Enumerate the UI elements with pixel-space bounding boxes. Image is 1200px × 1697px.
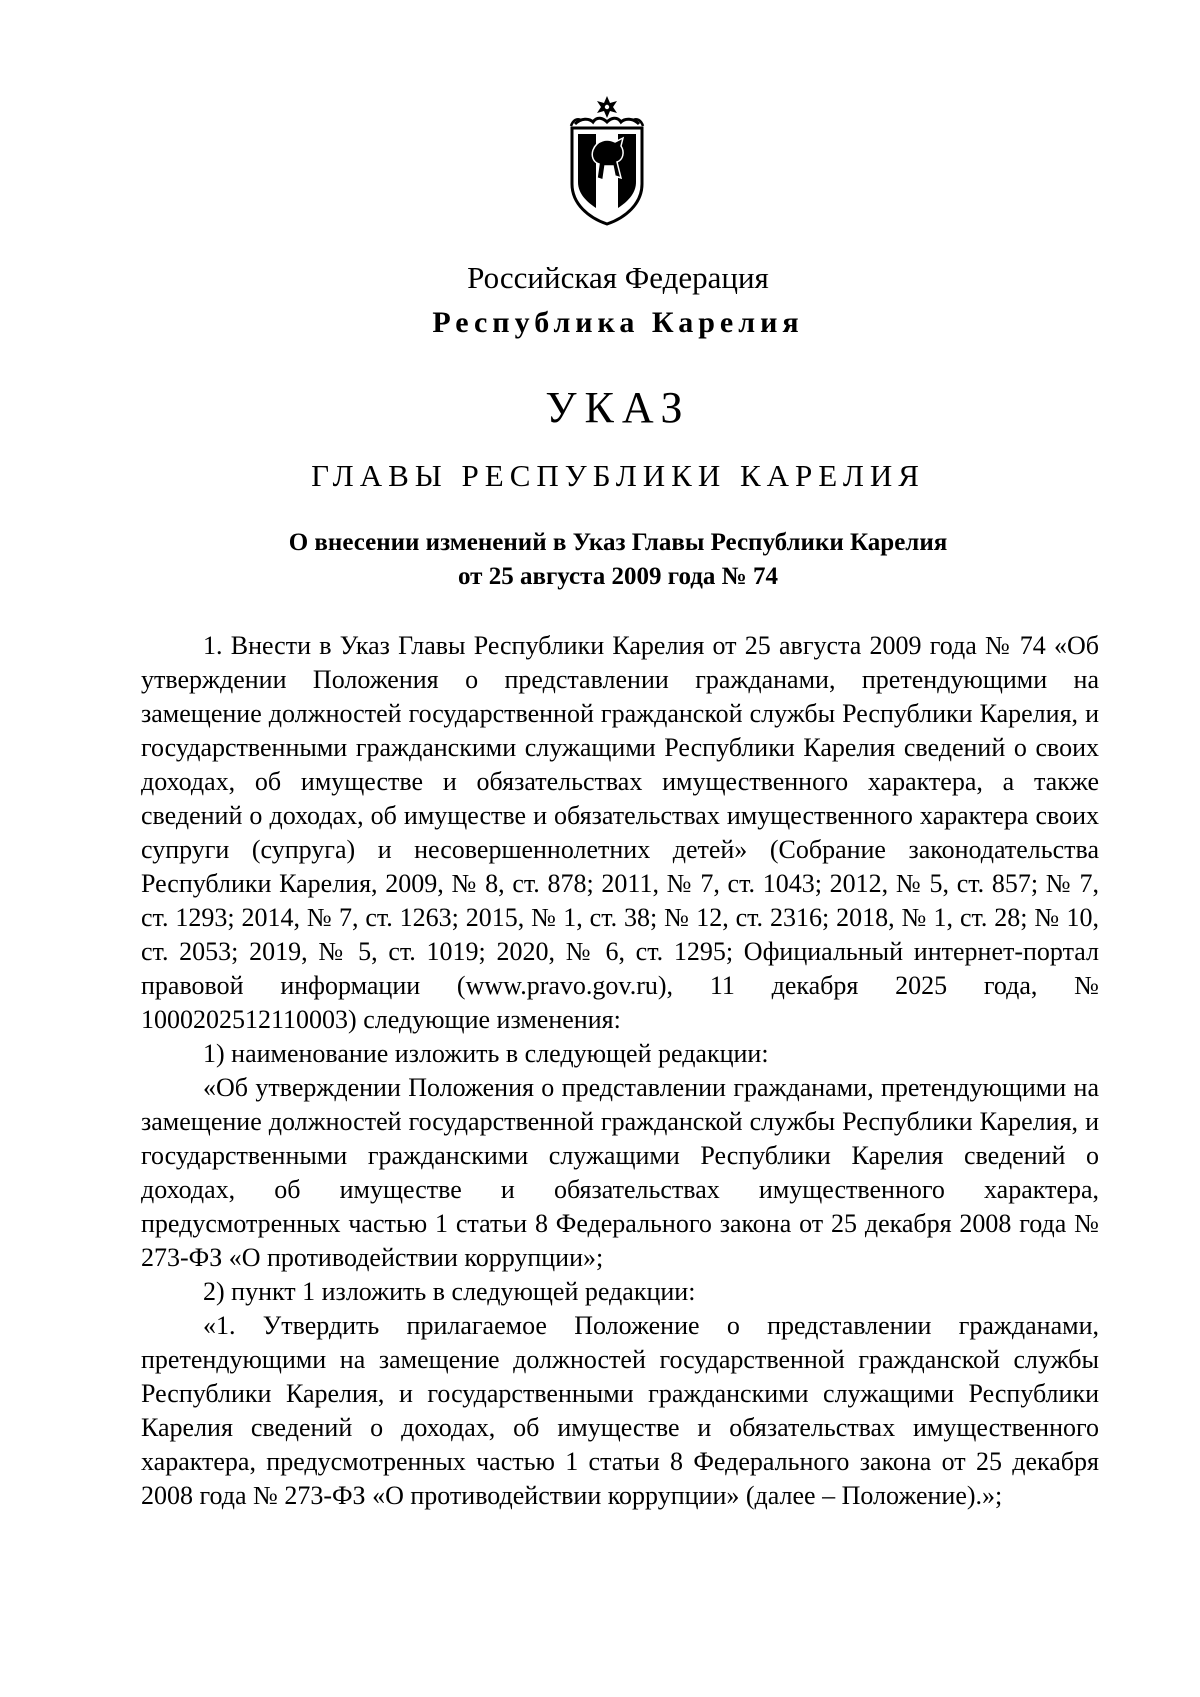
document-title — [140, 526, 1096, 594]
paragraph-5: «1. Утвердить прилагаемое Положение о представлении гражданами, претендующими на замещение должностей государственной гражданской службы Республики Карелия, и государственными гражданскими служащими Республики Карелия сведений о доходах, об имуществе и обязательствах имущественного характера, предусмотренных частью 1 статьи 8 Федерального закона от 25 декабря 2008 года № 273-ФЗ «О противодействии коррупции» (далее – Положение).»; — [141, 1311, 1099, 1510]
coat-of-arms-icon — [567, 96, 647, 226]
country-name: Российская Федерация — [467, 260, 769, 295]
paragraph-1: 1. Внести в Указ Главы Республики Карелия от 25 августа 2009 года № 74 «Об утверждении Положения о представлении гражданами, претендующими на замещение должностей государственной гражданской службы Республики Карелия, и государственными гражданскими служащими Республики Карелия сведений о своих доходах, об имуществе и обязательствах имущественного характера, а также сведений о доходах, об имуществе и обязательствах имущественного характера своих супруги (супруга) и несовершеннолетних детей» (Собрание законодательства Республики Карелия, 2009, № 8, ст. 878; 2011, № 7, ст. 1043; 2012, № 5, ст. 857; № 7, ст. 1293; 2014, № 7, ст. 1263; 2015, № 1, ст. 38; № 12, ст. 2316; 2018, № 1, ст. 28; № 10, ст. 2053; 2019, № 5, ст. 1019; 2020, № 6, ст. 1295; Официальный интернет-портал правовой информации (www.pravo.gov.ru), 11 декабря 2025 года, № 1000202512110003) следующие изменения: — [141, 631, 1099, 1034]
document-type: УКАЗ — [545, 383, 691, 432]
issuer-title: ГЛАВЫ РЕСПУБЛИКИ КАРЕЛИЯ — [311, 458, 925, 493]
document-title-line-2: от 25 августа 2009 года № 74 — [458, 563, 778, 590]
paragraph-2: 1) наименование изложить в следующей редакции: — [203, 1039, 769, 1068]
paragraph-3: «Об утверждении Положения о представлении гражданами, претендующими на замещение должностей государственной гражданской службы Республики Карелия, и государственными гражданскими служащими Республики Карелия сведений о доходах, об имуществе и обязательствах имущественного характера, предусмотренных частью 1 статьи 8 Федерального закона от 25 декабря 2008 года № 273-ФЗ «О противодействии коррупции»; — [141, 1073, 1099, 1272]
document-title-line-1: О внесении изменений в Указ Главы Республики Карелия — [288, 529, 948, 556]
document-body — [141, 629, 1099, 1513]
republic-name: Республика Карелия — [432, 306, 804, 339]
paragraph-4: 2) пункт 1 изложить в следующей редакции: — [203, 1277, 696, 1306]
